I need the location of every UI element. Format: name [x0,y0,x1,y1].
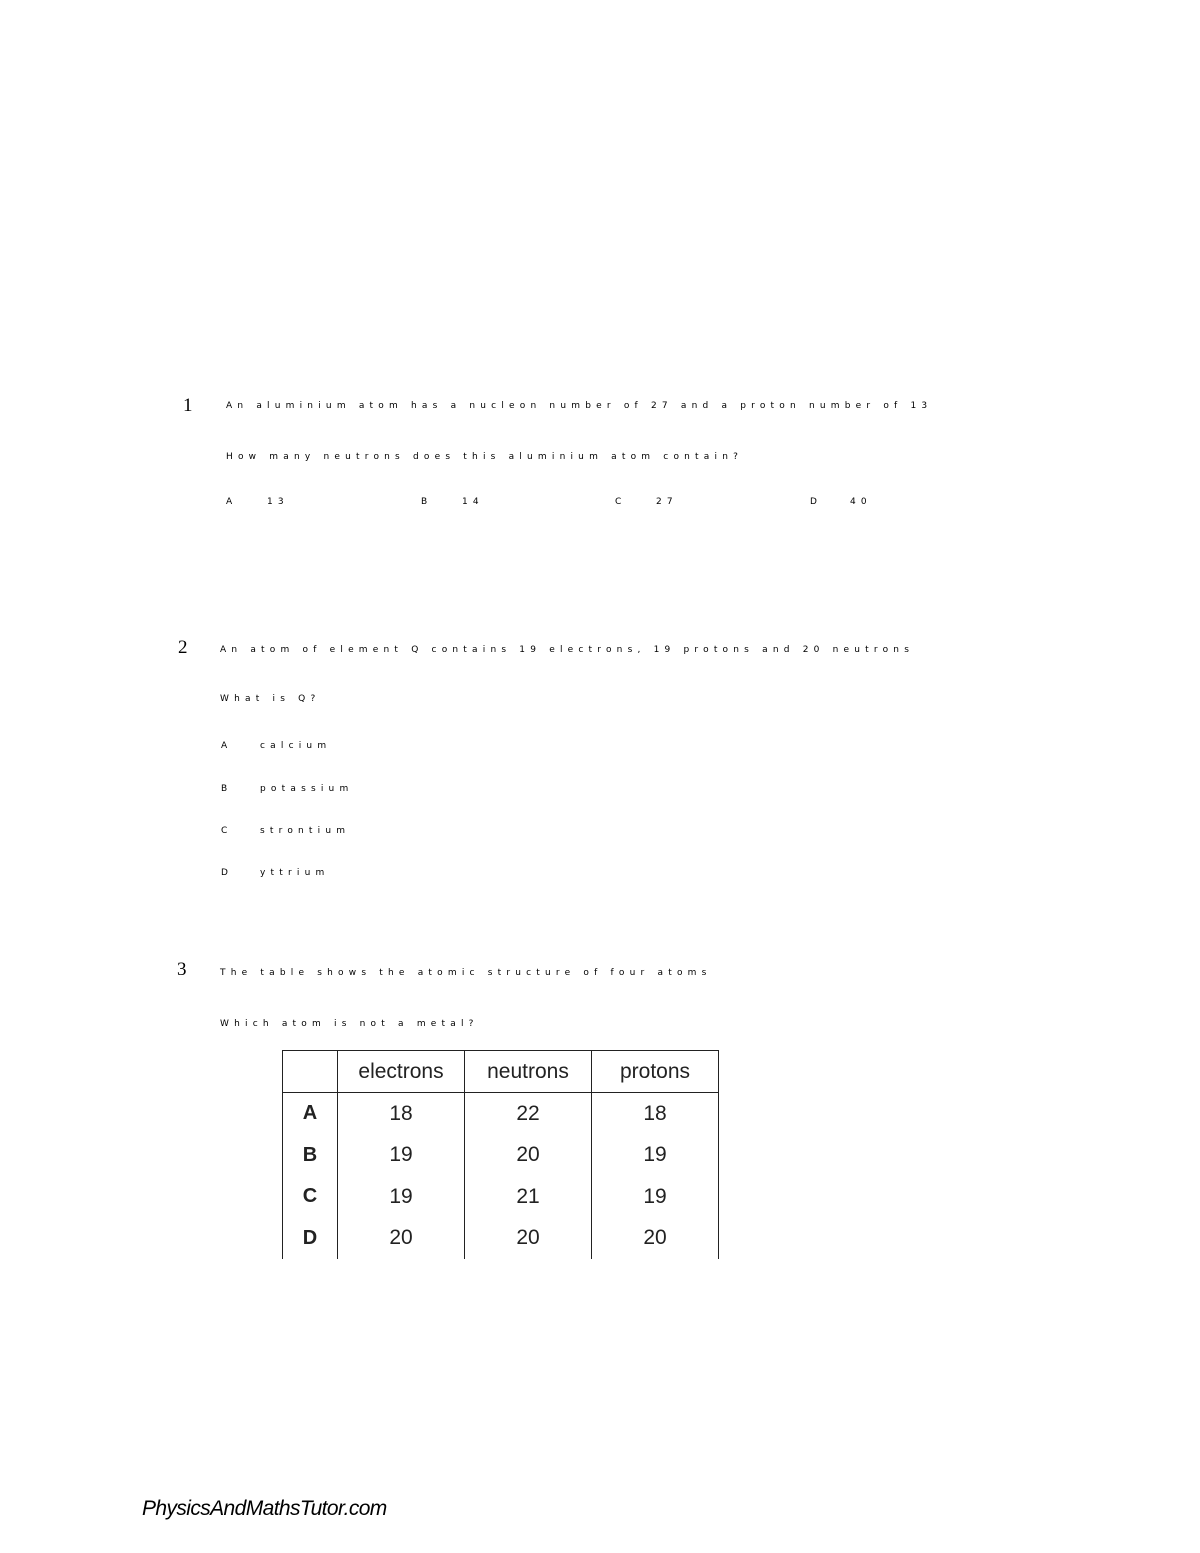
q1-option-b-letter[interactable]: B [421,497,428,507]
q2-option-c-text[interactable]: strontium [260,826,351,836]
table-cell: 20 [592,1218,719,1260]
table-cell: 21 [465,1176,592,1218]
table-cell: 19 [592,1176,719,1218]
table-header-protons: protons [592,1051,719,1093]
q1-option-a-text[interactable]: 13 [267,497,289,507]
q1-option-b-text[interactable]: 14 [462,497,484,507]
q1-option-d-letter[interactable]: D [810,497,817,507]
footer-site-name: PhysicsAndMathsTutor.com [142,1497,387,1520]
q2-option-a-letter[interactable]: A [221,741,228,751]
q2-option-b-letter[interactable]: B [221,784,228,794]
table-header-row [283,1051,719,1093]
table-cell: 22 [465,1093,592,1135]
question-2-prompt: What is Q? [220,694,321,704]
q1-option-c-text[interactable]: 27 [656,497,678,507]
table-row [283,1218,719,1260]
table-cell: 20 [465,1218,592,1260]
question-3-prompt: Which atom is not a metal? [220,1019,479,1029]
q1-option-a-letter[interactable]: A [226,497,233,507]
table-cell: 19 [338,1176,465,1218]
table-cell: 19 [592,1135,719,1177]
table-row [283,1176,719,1218]
q2-option-a-text[interactable]: calcium [260,741,332,751]
question-1-number: 1 [183,395,193,416]
table-header-blank [283,1051,338,1093]
question-2-stem: An atom of element Q contains 19 electrons, 19 protons and 20 neutrons [220,645,915,655]
q2-option-c-letter[interactable]: C [221,826,228,836]
q1-option-d-text[interactable]: 40 [850,497,872,507]
q1-option-c-letter[interactable]: C [615,497,622,507]
question-2-number: 2 [178,637,188,658]
table-row-label: B [283,1135,338,1177]
table-row-label: C [283,1176,338,1218]
atomic-structure-table [282,1050,719,1259]
table-header-electrons: electrons [338,1051,465,1093]
table-cell: 20 [465,1135,592,1177]
table-cell: 19 [338,1135,465,1177]
question-3-stem: The table shows the atomic structure of four atoms [220,968,712,978]
table-row-label: D [283,1218,338,1260]
table-cell: 20 [338,1218,465,1260]
table-row-label: A [283,1093,338,1135]
table-header-neutrons: neutrons [465,1051,592,1093]
q2-option-d-letter[interactable]: D [221,868,228,878]
table-cell: 18 [592,1093,719,1135]
table-cell: 18 [338,1093,465,1135]
table-row [283,1135,719,1177]
question-1-stem: An aluminium atom has a nucleon number of 27 and a proton number of 13 [226,401,933,411]
question-1-prompt: How many neutrons does this aluminium atom contain? [226,452,744,462]
q2-option-b-text[interactable]: potassium [260,784,354,794]
question-3-number: 3 [177,959,187,980]
q2-option-d-text[interactable]: yttrium [260,868,330,878]
table-row [283,1093,719,1135]
